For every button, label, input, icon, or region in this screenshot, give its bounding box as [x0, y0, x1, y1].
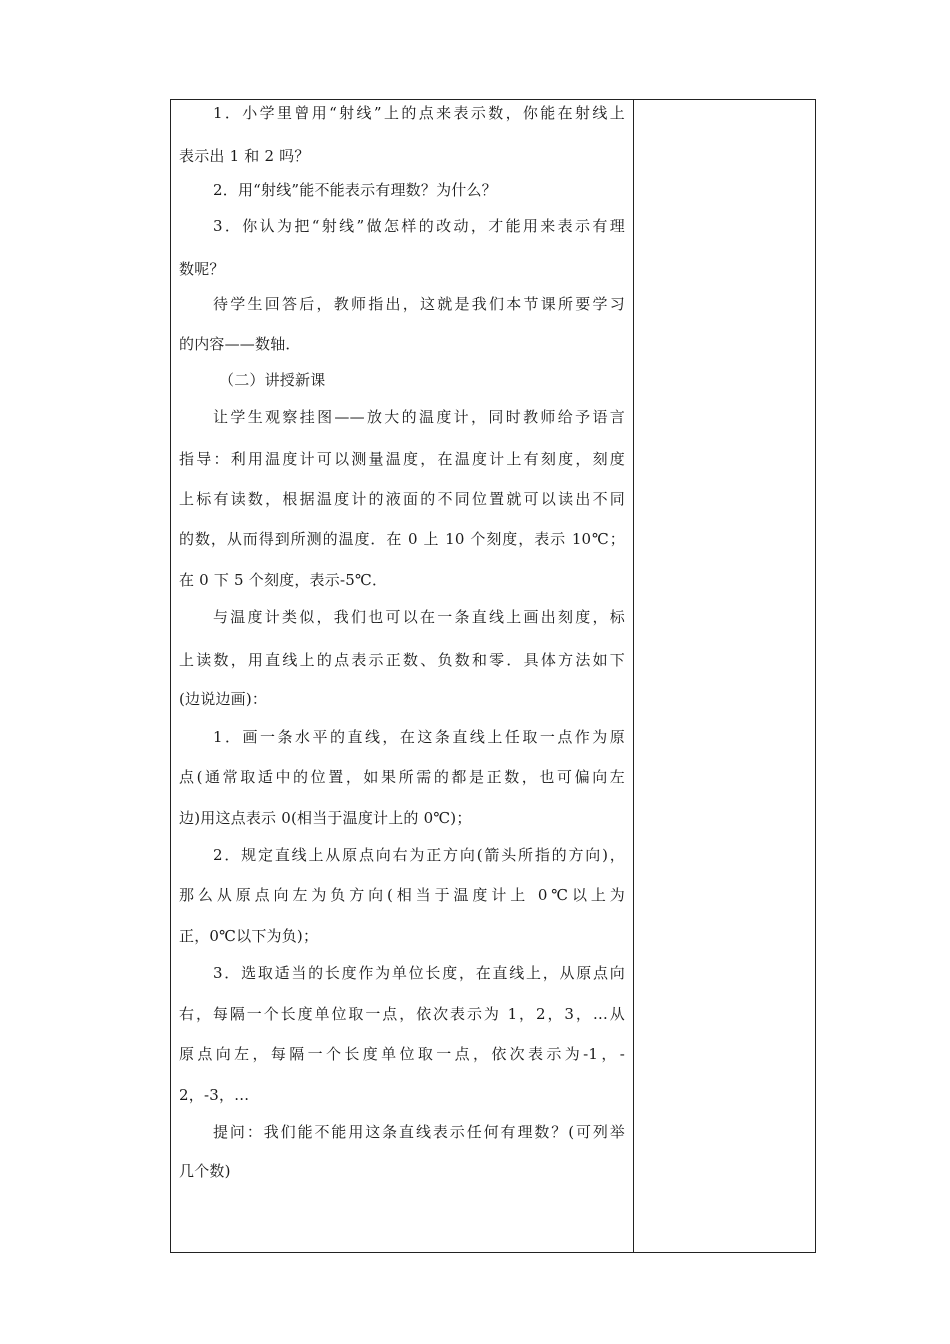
text-line: 的内容——数轴．: [179, 335, 301, 353]
text-line: 1．小学里曾用“射线”上的点来表示数，你能在射线上: [213, 104, 625, 122]
text-line: 数呢？: [179, 260, 225, 278]
text-line: 表示出 1 和 2 吗？: [179, 147, 310, 165]
text-line: 点(通常取适中的位置，如果所需的都是正数，也可偏向左: [179, 768, 625, 786]
text-line: 在 0 下 5 个刻度，表示-5℃．: [179, 571, 388, 589]
text-line: 上标有读数，根据温度计的液面的不同位置就可以读出不同: [179, 490, 625, 508]
text-line: 3．选取适当的长度作为单位长度，在直线上，从原点向: [213, 964, 625, 982]
text-line: (边说边画)：: [179, 690, 268, 708]
text-line: 提问：我们能不能用这条直线表示任何有理数？(可列举: [213, 1123, 625, 1141]
text-line: 3．你认为把“射线”做怎样的改动，才能用来表示有理: [213, 217, 625, 235]
text-line: 边)用这点表示 0(相当于温度计上的 0℃)；: [179, 809, 472, 827]
text-line: 正，0℃以下为负)；: [179, 927, 319, 945]
notes-cell: [634, 100, 815, 1252]
text-line: 让学生观察挂图——放大的温度计，同时教师给予语言: [213, 408, 625, 426]
text-line: 2．用“射线”能不能表示有理数？为什么？: [213, 181, 497, 199]
text-line: 待学生回答后，教师指出，这就是我们本节课所要学习: [213, 295, 625, 313]
text-line: 2，-3，…: [179, 1086, 250, 1104]
text-line: 与温度计类似，我们也可以在一条直线上画出刻度，标: [213, 608, 625, 626]
text-line: 右，每隔一个长度单位取一点，依次表示为 1，2，3，…从: [179, 1005, 625, 1023]
text-line: 2．规定直线上从原点向右为正方向(箭头所指的方向)，: [213, 846, 625, 864]
text-line: 上读数，用直线上的点表示正数、负数和零．具体方法如下: [179, 651, 625, 669]
text-line: 那么从原点向左为负方向(相当于温度计上 0℃以上为: [179, 886, 625, 904]
text-line: （二）讲授新课: [219, 371, 326, 389]
text-line: 指导：利用温度计可以测量温度，在温度计上有刻度，刻度: [179, 450, 625, 468]
text-line: 原点向左，每隔一个长度单位取一点，依次表示为-1，-: [179, 1045, 625, 1063]
text-line: 几个数): [179, 1162, 231, 1180]
text-line: 的数，从而得到所测的温度．在 0 上 10 个刻度，表示 10℃；: [179, 530, 625, 548]
text-line: 1．画一条水平的直线，在这条直线上任取一点作为原: [213, 728, 625, 746]
